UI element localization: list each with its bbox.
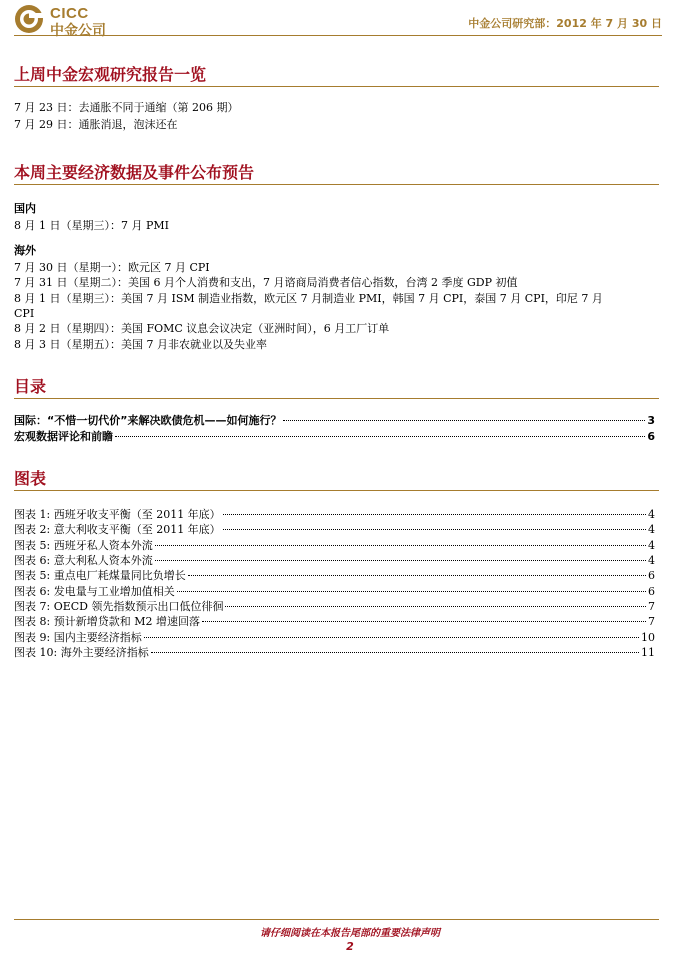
figure-item-label: 图表 6: 发电量与工业增加值相关 [14, 585, 175, 598]
legal-notice: 请仔细阅读在本报告尾部的重要法律声明 [260, 928, 440, 939]
figure-item-page: 4 [648, 539, 655, 552]
event-line: 7 月 30 日（星期一）：欧元区 7 月 CPI [14, 261, 210, 274]
figure-leader [155, 545, 646, 546]
domestic-label: 国内 [14, 202, 36, 215]
toc-item-page: 3 [647, 414, 655, 427]
toc-item-page: 6 [647, 430, 655, 443]
figure-item-label: 图表 2: 意大利收支平衡（至 2011 年底） [14, 523, 221, 536]
figure-item-label: 图表 9: 国内主要经济指标 [14, 631, 142, 644]
report-line: 7 月 23 日：去通胀不同于通缩（第 206 期） [14, 101, 239, 114]
figure-item-page: 7 [648, 600, 655, 613]
figure-list-item[interactable] [14, 569, 655, 583]
section-title-figures: 图表 [14, 469, 47, 488]
figure-list-item[interactable] [14, 631, 655, 645]
event-line: CPI [14, 307, 35, 320]
figure-item-page: 6 [648, 569, 655, 582]
figure-list-item[interactable] [14, 600, 655, 614]
figure-item-label: 图表 1: 西班牙收支平衡（至 2011 年底） [14, 508, 221, 521]
figure-list-item[interactable] [14, 523, 655, 537]
section-divider [14, 86, 659, 87]
figure-item-page: 4 [648, 508, 655, 521]
figure-item-page: 4 [648, 554, 655, 567]
figure-list-item[interactable] [14, 615, 655, 629]
figure-item-label: 图表 10: 海外主要经济指标 [14, 646, 149, 659]
toc-item-label: 宏观数据评论和前瞻 [14, 430, 113, 443]
toc-item-label: 国际：“不惜一切代价”来解决欧债危机——如何施行？ [14, 414, 282, 427]
figure-list-item[interactable] [14, 646, 655, 660]
section-title-weekly-reports: 上周中金宏观研究报告一览 [14, 65, 207, 84]
figure-leader [225, 606, 646, 607]
figure-leader [155, 560, 646, 561]
toc-item[interactable] [14, 430, 655, 444]
figure-leader [144, 637, 639, 638]
toc-leader [283, 420, 645, 421]
figure-leader [177, 591, 646, 592]
section-title-calendar: 本周主要经济数据及事件公布预告 [14, 163, 255, 182]
figure-item-label: 图表 7: OECD 领先指数预示出口低位徘徊 [14, 600, 224, 613]
logo-text-cn: 中金公司 [50, 23, 106, 39]
figure-leader [188, 575, 646, 576]
section-divider [14, 490, 659, 491]
figure-list-item[interactable] [14, 554, 655, 568]
overseas-label: 海外 [14, 244, 36, 257]
figure-leader [223, 529, 646, 530]
toc-leader [115, 436, 645, 437]
toc-item[interactable] [14, 414, 655, 428]
figure-list-item[interactable] [14, 585, 655, 599]
figure-item-label: 图表 8: 预计新增贷款和 M2 增速回落 [14, 615, 200, 628]
footer-divider [14, 919, 659, 920]
section-divider [14, 184, 659, 185]
figure-leader [202, 621, 646, 622]
event-line: 8 月 1 日（星期三）：美国 7 月 ISM 制造业指数，欧元区 7 月制造业 PMI，韩国 7 月 CPI，泰国 7 月 CPI，印尼 7 月 [14, 292, 603, 305]
event-line: 8 月 1 日（星期三）：7 月 PMI [14, 219, 169, 232]
event-line: 8 月 3 日（星期五）：美国 7 月非农就业以及失业率 [14, 338, 267, 351]
report-line: 7 月 29 日：通胀消退，泡沫还在 [14, 118, 178, 131]
figure-list-item[interactable] [14, 508, 655, 522]
event-line: 8 月 2 日（星期四）：美国 FOMC 议息会议决定（亚洲时间），6 月工厂订单 [14, 322, 390, 335]
cicc-logo [14, 4, 134, 39]
logo-text-en: CICC [50, 5, 89, 22]
figure-item-page: 4 [648, 523, 655, 536]
figure-item-page: 7 [648, 615, 655, 628]
header-divider [14, 35, 662, 36]
figure-item-page: 10 [641, 631, 655, 644]
page-number: 2 [346, 940, 354, 953]
figure-leader [223, 514, 646, 515]
figure-item-page: 11 [641, 646, 655, 659]
cicc-emblem-icon [14, 4, 44, 34]
figure-item-label: 图表 5: 西班牙私人资本外流 [14, 539, 153, 552]
figure-leader [151, 652, 639, 653]
figure-item-label: 图表 6: 意大利私人资本外流 [14, 554, 153, 567]
section-divider [14, 398, 659, 399]
event-line: 7 月 31 日（星期二）：美国 6 月个人消费和支出，7 月谘商局消费者信心指数，台湾 2 季度 GDP 初值 [14, 276, 518, 289]
section-title-toc: 目录 [14, 377, 47, 396]
figure-item-label: 图表 5: 重点电厂耗煤量同比负增长 [14, 569, 186, 582]
figure-item-page: 6 [648, 585, 655, 598]
header-date: 中金公司研究部：2012 年 7 月 30 日 [468, 17, 662, 30]
figure-list-item[interactable] [14, 539, 655, 553]
